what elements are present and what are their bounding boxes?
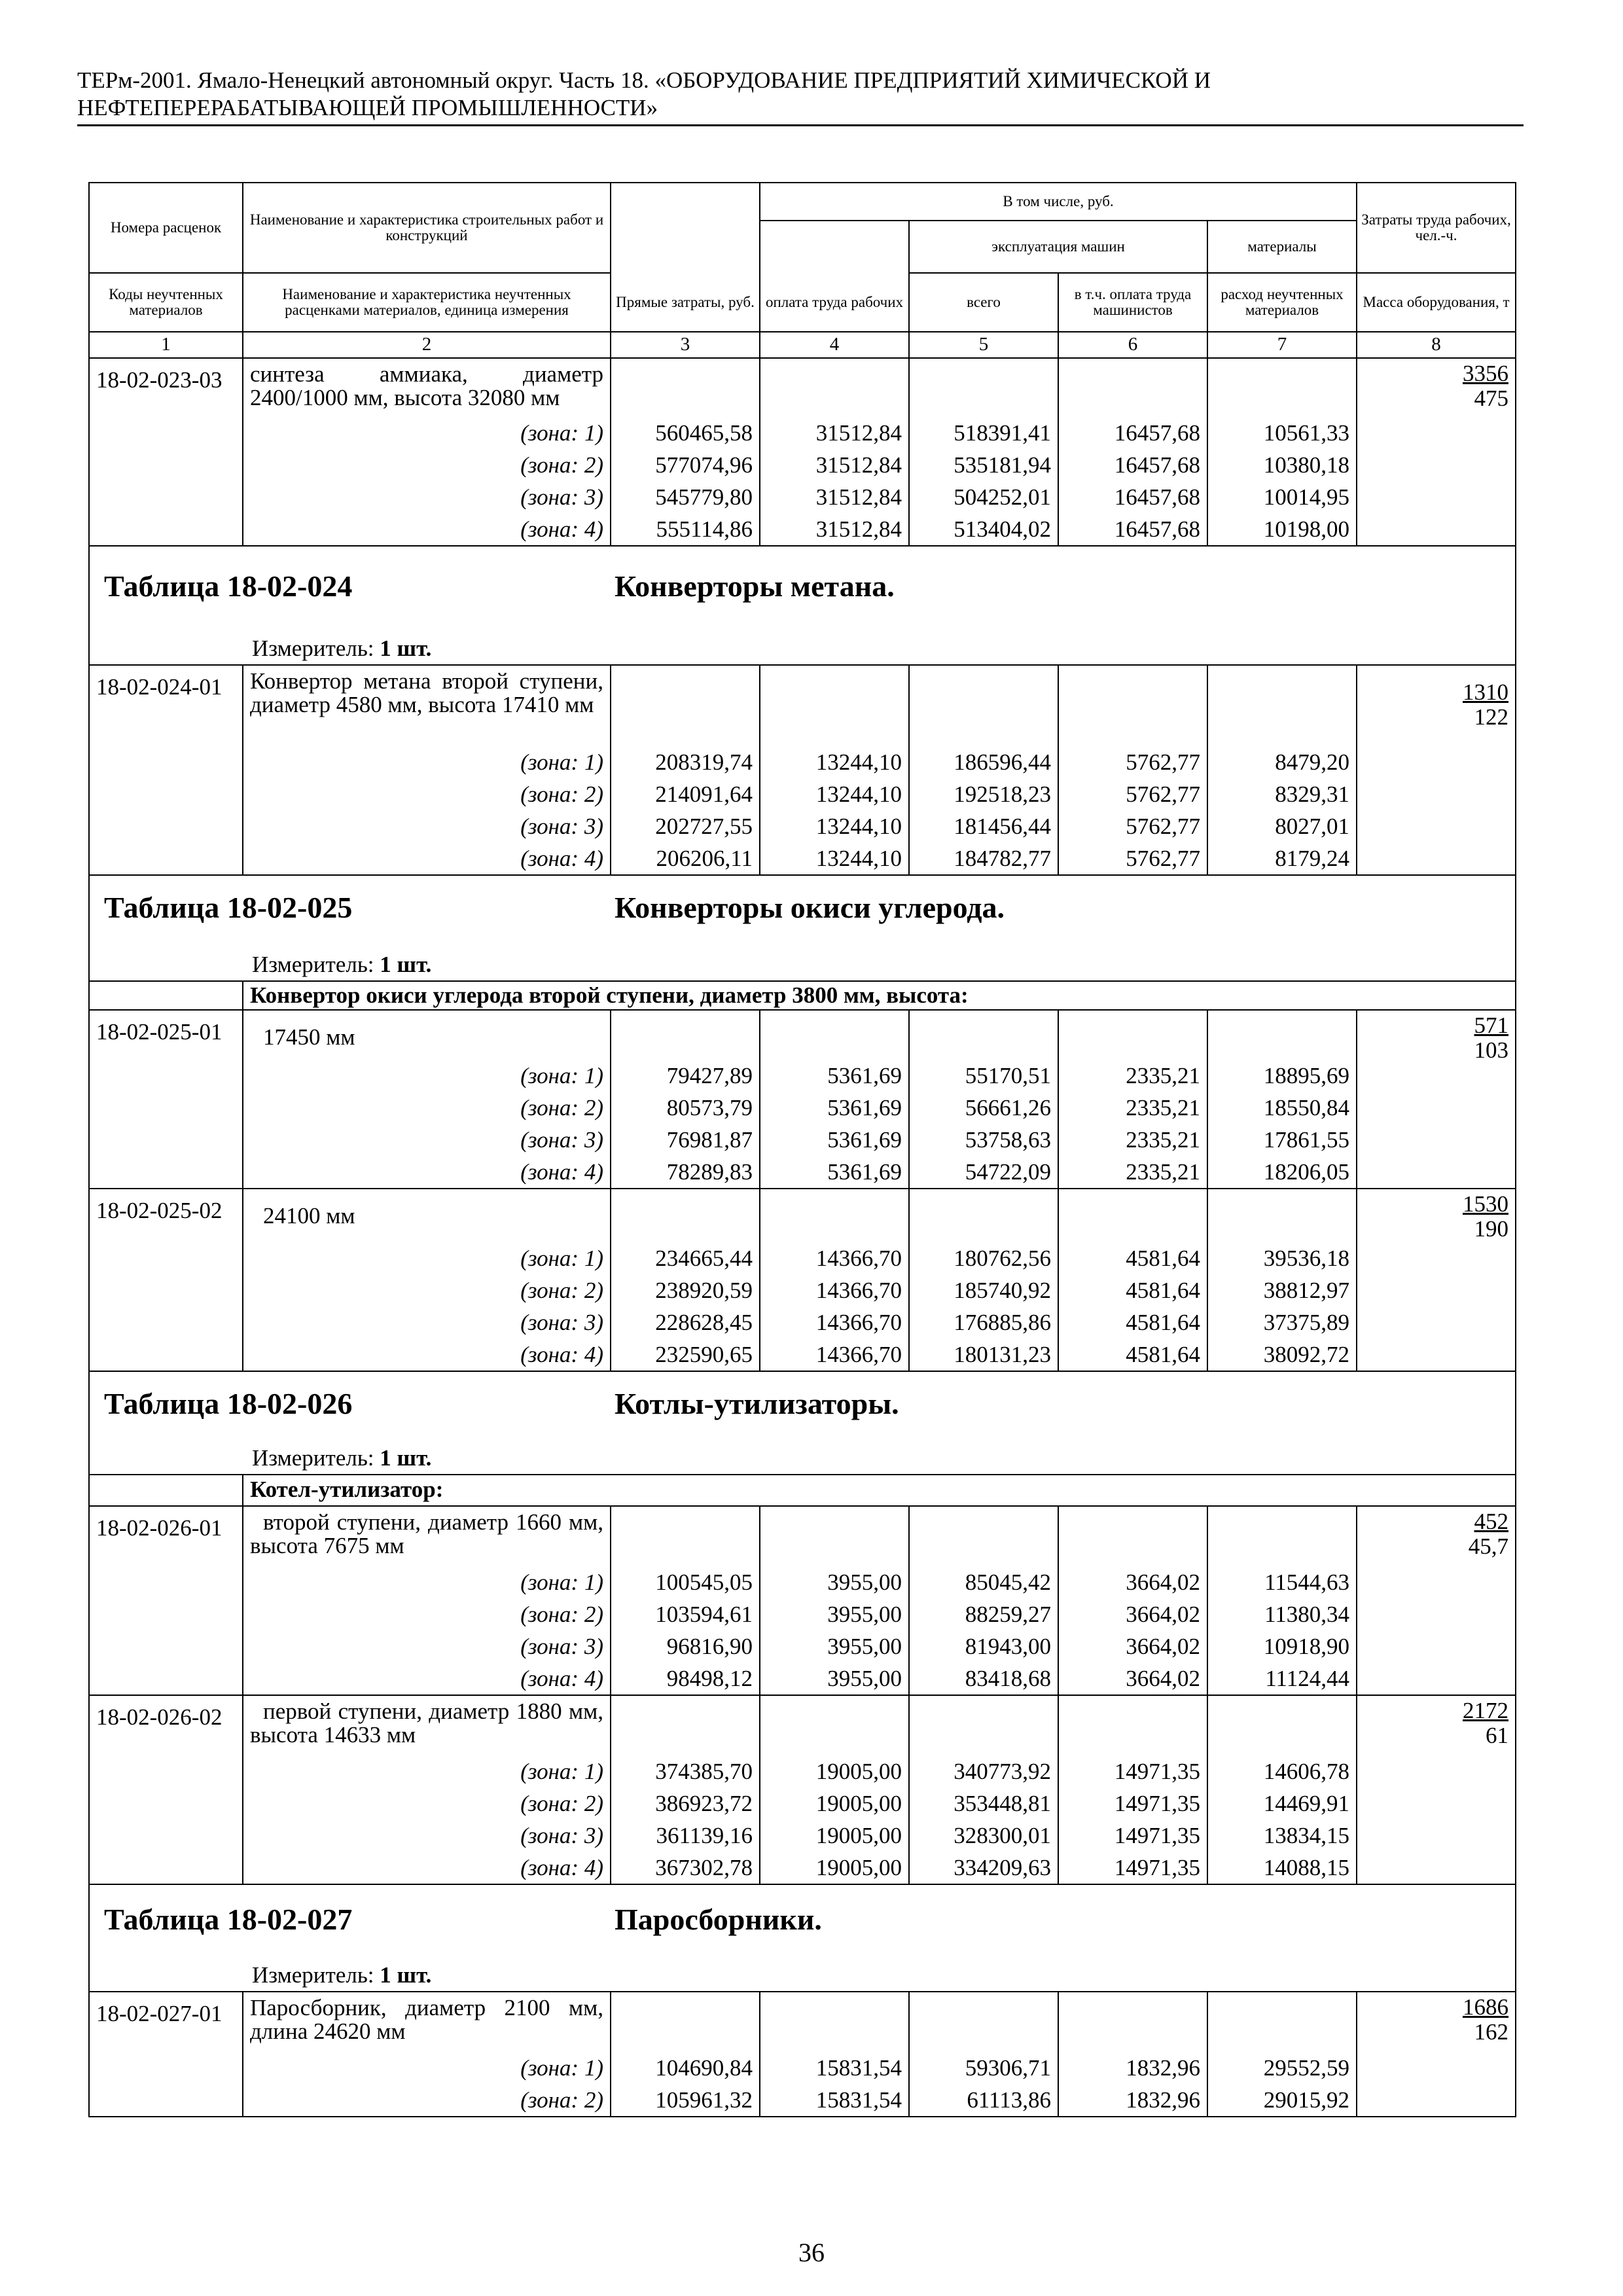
machine-total: 59306,71	[909, 2052, 1058, 2084]
materials-cost: 14469,91	[1207, 1787, 1357, 1820]
meter-value: 1 шт.	[380, 952, 432, 977]
machine-total: 513404,02	[909, 513, 1058, 546]
materials-cost: 38812,97	[1207, 1274, 1357, 1306]
materials-cost: 10561,33	[1207, 417, 1357, 449]
mass-value: 190	[1474, 1216, 1509, 1242]
col-header-vtch: в т.ч. оплата труда машинистов	[1058, 273, 1207, 332]
direct-cost: 560465,58	[611, 417, 760, 449]
machine-total: 192518,23	[909, 778, 1058, 810]
machinist-pay: 5762,77	[1058, 810, 1207, 842]
col-header-naim: Наименование и характеристика строительных работ и конструкций	[243, 183, 611, 273]
machine-total: 340773,92	[909, 1755, 1058, 1787]
labor-value: 3356	[1463, 361, 1509, 386]
materials-cost: 18206,05	[1207, 1156, 1357, 1189]
labor-pay: 5361,69	[760, 1092, 909, 1124]
labor-pay: 14366,70	[760, 1274, 909, 1306]
machinist-pay: 14971,35	[1058, 1755, 1207, 1787]
machine-total: 504252,01	[909, 481, 1058, 513]
meter-line	[89, 1442, 1516, 1475]
labor-value: 1530	[1463, 1191, 1509, 1217]
machinist-pay: 2335,21	[1058, 1060, 1207, 1092]
machinist-pay: 1832,96	[1058, 2084, 1207, 2117]
machinist-pay: 14971,35	[1058, 1852, 1207, 1884]
labor-pay: 15831,54	[760, 2052, 909, 2084]
meter-label: Измеритель:	[252, 1962, 374, 1988]
labor-pay: 14366,70	[760, 1338, 909, 1371]
machine-total: 180131,23	[909, 1338, 1058, 1371]
meter-line	[89, 948, 1516, 981]
zone-label: (зона: 4)	[243, 1156, 611, 1189]
labor-value: 452	[1474, 1509, 1509, 1534]
zone-label: (зона: 3)	[243, 481, 611, 513]
zone-label: (зона: 3)	[243, 810, 611, 842]
direct-cost: 78289,83	[611, 1156, 760, 1189]
labor-mass	[1357, 1506, 1516, 1695]
machine-total: 535181,94	[909, 449, 1058, 481]
machine-total: 53758,63	[909, 1124, 1058, 1156]
rate-name: Паросборник, диаметр 2100 мм, длина 24620 мм	[243, 1992, 611, 2052]
rate-code: 18-02-026-02	[89, 1695, 243, 1884]
col-header-pryamye: Прямые затраты, руб.	[611, 273, 760, 332]
header-line-1: ТЕРм-2001. Ямало-Ненецкий автономный округ. Часть 18. «ОБОРУДОВАНИЕ ПРЕДПРИЯТИЙ ХИМИЧЕСКОЙ И	[77, 67, 1211, 93]
machinist-pay: 2335,21	[1058, 1156, 1207, 1189]
labor-pay: 5361,69	[760, 1156, 909, 1189]
zone-label: (зона: 2)	[243, 1274, 611, 1306]
materials-cost: 10918,90	[1207, 1630, 1357, 1662]
direct-cost: 76981,87	[611, 1124, 760, 1156]
labor-pay: 31512,84	[760, 449, 909, 481]
rate-code: 18-02-026-01	[89, 1506, 243, 1695]
machinist-pay: 4581,64	[1058, 1242, 1207, 1274]
direct-cost: 208319,74	[611, 746, 760, 778]
labor-mass	[1357, 1695, 1516, 1884]
direct-cost: 96816,90	[611, 1630, 760, 1662]
meter-label: Измеритель:	[252, 636, 374, 661]
machine-total: 328300,01	[909, 1820, 1058, 1852]
rate-code: 18-02-027-01	[89, 1992, 243, 2117]
rate-code: 18-02-023-03	[89, 358, 243, 546]
direct-cost: 202727,55	[611, 810, 760, 842]
materials-cost: 10014,95	[1207, 481, 1357, 513]
col-header-oplata: оплата труда рабочих	[760, 273, 909, 332]
mass-value: 103	[1474, 1037, 1509, 1063]
labor-mass	[1357, 665, 1516, 875]
direct-cost: 98498,12	[611, 1662, 760, 1695]
col-num: 1	[89, 332, 243, 358]
machinist-pay: 5762,77	[1058, 778, 1207, 810]
mass-value: 61	[1486, 1723, 1509, 1748]
labor-pay: 5361,69	[760, 1060, 909, 1092]
col-num: 5	[909, 332, 1058, 358]
machine-total: 184782,77	[909, 842, 1058, 875]
machine-total: 518391,41	[909, 417, 1058, 449]
materials-cost: 29015,92	[1207, 2084, 1357, 2117]
machinist-pay: 14971,35	[1058, 1820, 1207, 1852]
labor-pay: 19005,00	[760, 1820, 909, 1852]
direct-cost: 79427,89	[611, 1060, 760, 1092]
table-number: Таблица 18-02-024	[104, 569, 353, 603]
zone-label: (зона: 3)	[243, 1630, 611, 1662]
meter-label: Измеритель:	[252, 952, 374, 977]
col-header-kody: Коды неучтенных материалов	[89, 273, 243, 332]
machine-total: 180762,56	[909, 1242, 1058, 1274]
mass-value: 475	[1474, 386, 1509, 411]
zone-label: (зона: 4)	[243, 842, 611, 875]
col-header-naim2: Наименование и характеристика неучтенных расценками материалов, единица измерения	[243, 273, 611, 332]
col-num: 2	[243, 332, 611, 358]
direct-cost: 103594,61	[611, 1598, 760, 1630]
machine-total: 334209,63	[909, 1852, 1058, 1884]
zone-label: (зона: 2)	[243, 449, 611, 481]
mass-value: 45,7	[1468, 1534, 1509, 1559]
table-number: Таблица 18-02-025	[104, 891, 353, 924]
labor-value: 2172	[1463, 1698, 1509, 1723]
zone-label: (зона: 2)	[243, 778, 611, 810]
zone-label: (зона: 1)	[243, 746, 611, 778]
materials-cost: 18550,84	[1207, 1092, 1357, 1124]
direct-cost: 234665,44	[611, 1242, 760, 1274]
materials-cost: 8479,20	[1207, 746, 1357, 778]
mass-value: 122	[1474, 704, 1509, 730]
labor-mass	[1357, 1992, 1516, 2117]
col-header-materialy: материалы	[1207, 221, 1357, 273]
zone-label: (зона: 3)	[243, 1124, 611, 1156]
col-header-ekspl: эксплуатация машин	[909, 221, 1207, 273]
labor-pay: 13244,10	[760, 746, 909, 778]
materials-cost: 13834,15	[1207, 1820, 1357, 1852]
col-header-zatraty: Затраты труда рабочих, чел.-ч.	[1357, 183, 1516, 273]
zone-label: (зона: 2)	[243, 1598, 611, 1630]
meter-label: Измеритель:	[252, 1445, 374, 1471]
direct-cost: 238920,59	[611, 1274, 760, 1306]
machine-total: 81943,00	[909, 1630, 1058, 1662]
zone-label: (зона: 4)	[243, 1662, 611, 1695]
labor-mass	[1357, 358, 1516, 546]
meter-line	[89, 632, 1516, 665]
rate-name: синтеза аммиака, диаметр 2400/1000 мм, высота 32080 мм	[243, 358, 611, 417]
direct-cost: 80573,79	[611, 1092, 760, 1124]
rate-code: 18-02-025-01	[89, 1010, 243, 1189]
labor-pay: 19005,00	[760, 1787, 909, 1820]
machinist-pay: 4581,64	[1058, 1306, 1207, 1338]
col-num: 7	[1207, 332, 1357, 358]
materials-cost: 18895,69	[1207, 1060, 1357, 1092]
header-line-2: НЕФТЕПЕРЕРАБАТЫВАЮЩЕЙ ПРОМЫШЛЕННОСТИ»	[77, 95, 658, 120]
table-number: Таблица 18-02-026	[104, 1387, 353, 1420]
direct-cost: 545779,80	[611, 481, 760, 513]
zone-label: (зона: 3)	[243, 1306, 611, 1338]
zone-label: (зона: 1)	[243, 1755, 611, 1787]
machinist-pay: 2335,21	[1058, 1092, 1207, 1124]
labor-pay: 31512,84	[760, 417, 909, 449]
materials-cost: 8329,31	[1207, 778, 1357, 810]
rate-name: Конвертор метана второй ступени, диаметр 4580 мм, высота 17410 мм	[243, 665, 611, 746]
labor-pay: 15831,54	[760, 2084, 909, 2117]
col-num: 3	[611, 332, 760, 358]
col-num: 8	[1357, 332, 1516, 358]
labor-pay: 19005,00	[760, 1852, 909, 1884]
machinist-pay: 3664,02	[1058, 1598, 1207, 1630]
machine-total: 83418,68	[909, 1662, 1058, 1695]
zone-label: (зона: 4)	[243, 1338, 611, 1371]
direct-cost: 386923,72	[611, 1787, 760, 1820]
machinist-pay: 5762,77	[1058, 746, 1207, 778]
page-number: 36	[798, 2238, 825, 2267]
machine-total: 61113,86	[909, 2084, 1058, 2117]
labor-pay: 5361,69	[760, 1124, 909, 1156]
machinist-pay: 4581,64	[1058, 1274, 1207, 1306]
machinist-pay: 14971,35	[1058, 1787, 1207, 1820]
meter-line	[89, 1959, 1516, 1992]
meter-value: 1 шт.	[380, 636, 432, 661]
machine-total: 185740,92	[909, 1274, 1058, 1306]
zone-label: (зона: 1)	[243, 2052, 611, 2084]
rate-code: 18-02-025-02	[89, 1189, 243, 1371]
materials-cost: 17861,55	[1207, 1124, 1357, 1156]
group-subheader: Конвертор окиси углерода второй ступени, диаметр 3800 мм, высота:	[243, 981, 1516, 1010]
rate-name: 24100 мм	[243, 1189, 611, 1242]
table-title: Паросборники.	[615, 1903, 822, 1936]
machinist-pay: 16457,68	[1058, 481, 1207, 513]
labor-value: 1686	[1463, 1994, 1509, 2020]
direct-cost: 206206,11	[611, 842, 760, 875]
labor-pay: 3955,00	[760, 1566, 909, 1598]
col-header-nomera: Номера расценок	[89, 183, 243, 273]
col-header-vtom: В том числе, руб.	[760, 183, 1357, 221]
labor-mass	[1357, 1189, 1516, 1371]
col-num: 4	[760, 332, 909, 358]
machine-total: 54722,09	[909, 1156, 1058, 1189]
zone-label: (зона: 3)	[243, 1820, 611, 1852]
machinist-pay: 1832,96	[1058, 2052, 1207, 2084]
materials-cost: 37375,89	[1207, 1306, 1357, 1338]
machinist-pay: 3664,02	[1058, 1662, 1207, 1695]
machine-total: 85045,42	[909, 1566, 1058, 1598]
materials-cost: 10198,00	[1207, 513, 1357, 546]
labor-pay: 31512,84	[760, 481, 909, 513]
zone-label: (зона: 1)	[243, 1242, 611, 1274]
direct-cost: 367302,78	[611, 1852, 760, 1884]
zone-label: (зона: 2)	[243, 2084, 611, 2117]
rate-name: второй ступени, диаметр 1660 мм, высота 7675 мм	[243, 1506, 611, 1566]
meter-value: 1 шт.	[380, 1445, 432, 1471]
materials-cost: 11380,34	[1207, 1598, 1357, 1630]
table-number: Таблица 18-02-027	[104, 1903, 353, 1936]
direct-cost: 104690,84	[611, 2052, 760, 2084]
labor-pay: 3955,00	[760, 1662, 909, 1695]
machine-total: 176885,86	[909, 1306, 1058, 1338]
rates-table	[88, 182, 1516, 2117]
direct-cost: 374385,70	[611, 1755, 760, 1787]
materials-cost: 11544,63	[1207, 1566, 1357, 1598]
labor-pay: 13244,10	[760, 810, 909, 842]
rate-name: первой ступени, диаметр 1880 мм, высота 14633 мм	[243, 1695, 611, 1755]
zone-label: (зона: 1)	[243, 1060, 611, 1092]
direct-cost: 214091,64	[611, 778, 760, 810]
machinist-pay: 2335,21	[1058, 1124, 1207, 1156]
machine-total: 88259,27	[909, 1598, 1058, 1630]
labor-pay: 3955,00	[760, 1598, 909, 1630]
machinist-pay: 3664,02	[1058, 1566, 1207, 1598]
machinist-pay: 4581,64	[1058, 1338, 1207, 1371]
materials-cost: 10380,18	[1207, 449, 1357, 481]
labor-pay: 13244,10	[760, 842, 909, 875]
meter-value: 1 шт.	[380, 1962, 432, 1988]
direct-cost: 577074,96	[611, 449, 760, 481]
zone-label: (зона: 2)	[243, 1092, 611, 1124]
materials-cost: 39536,18	[1207, 1242, 1357, 1274]
machinist-pay: 5762,77	[1058, 842, 1207, 875]
direct-cost: 105961,32	[611, 2084, 760, 2117]
direct-cost: 100545,05	[611, 1566, 760, 1598]
labor-pay: 13244,10	[760, 778, 909, 810]
labor-value: 571	[1474, 1013, 1509, 1038]
labor-mass	[1357, 1010, 1516, 1189]
direct-cost: 228628,45	[611, 1306, 760, 1338]
zone-label: (зона: 4)	[243, 1852, 611, 1884]
table-title: Котлы-утилизаторы.	[615, 1387, 899, 1420]
zone-label: (зона: 2)	[243, 1787, 611, 1820]
group-subheader: Котел-утилизатор:	[243, 1475, 1516, 1506]
table-title: Конверторы метана.	[615, 569, 895, 603]
labor-value: 1310	[1463, 679, 1509, 705]
labor-pay: 14366,70	[760, 1306, 909, 1338]
zone-label: (зона: 1)	[243, 1566, 611, 1598]
materials-cost: 11124,44	[1207, 1662, 1357, 1695]
labor-pay: 3955,00	[760, 1630, 909, 1662]
materials-cost: 29552,59	[1207, 2052, 1357, 2084]
direct-cost: 361139,16	[611, 1820, 760, 1852]
materials-cost: 8027,01	[1207, 810, 1357, 842]
table-title: Конверторы окиси углерода.	[615, 891, 1005, 924]
labor-pay: 19005,00	[760, 1755, 909, 1787]
materials-cost: 38092,72	[1207, 1338, 1357, 1371]
zone-label: (зона: 4)	[243, 513, 611, 546]
labor-pay: 14366,70	[760, 1242, 909, 1274]
mass-value: 162	[1474, 2019, 1509, 2045]
direct-cost: 232590,65	[611, 1338, 760, 1371]
direct-cost: 555114,86	[611, 513, 760, 546]
materials-cost: 8179,24	[1207, 842, 1357, 875]
machinist-pay: 16457,68	[1058, 513, 1207, 546]
col-header-massa: Масса оборудования, т	[1357, 273, 1516, 332]
zone-label: (зона: 1)	[243, 417, 611, 449]
machinist-pay: 3664,02	[1058, 1630, 1207, 1662]
col-num: 6	[1058, 332, 1207, 358]
materials-cost: 14606,78	[1207, 1755, 1357, 1787]
machine-total: 181456,44	[909, 810, 1058, 842]
rate-name: 17450 мм	[243, 1010, 611, 1060]
document-header	[77, 67, 1524, 126]
machine-total: 56661,26	[909, 1092, 1058, 1124]
labor-pay: 31512,84	[760, 513, 909, 546]
col-header-vsego: всего	[909, 273, 1058, 332]
machine-total: 55170,51	[909, 1060, 1058, 1092]
machinist-pay: 16457,68	[1058, 417, 1207, 449]
materials-cost: 14088,15	[1207, 1852, 1357, 1884]
machinist-pay: 16457,68	[1058, 449, 1207, 481]
machine-total: 353448,81	[909, 1787, 1058, 1820]
rate-code: 18-02-024-01	[89, 665, 243, 875]
col-header-rashod: расход неучтенных материалов	[1207, 273, 1357, 332]
machine-total: 186596,44	[909, 746, 1058, 778]
